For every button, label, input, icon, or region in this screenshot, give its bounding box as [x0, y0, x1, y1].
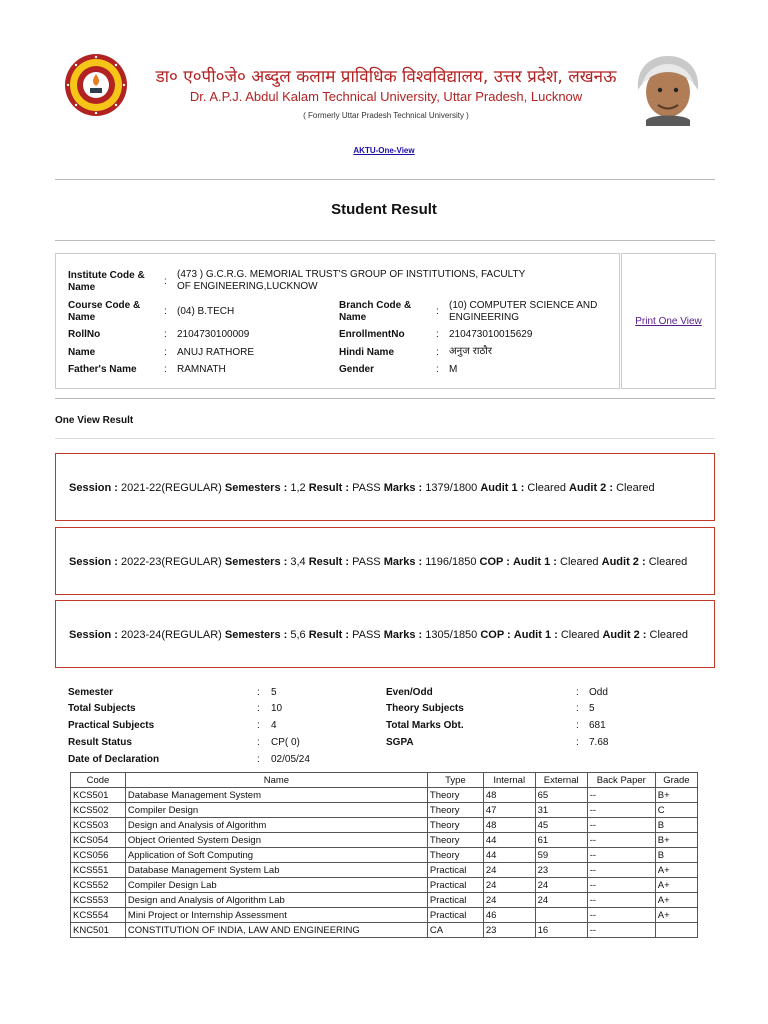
audit1-label: Audit 1 : — [480, 482, 525, 494]
cell-back-paper: -- — [587, 893, 655, 908]
cell-external: 45 — [535, 818, 587, 833]
colon: : — [164, 329, 167, 340]
cell-name: Application of Soft Computing — [125, 848, 427, 863]
audit1-value: Cleared — [560, 556, 599, 568]
audit2-value: Cleared — [616, 482, 655, 494]
session-label: Session : — [69, 629, 118, 641]
marks-value: 1196/1850 — [425, 556, 477, 568]
cell-name: CONSTITUTION OF INDIA, LAW AND ENGINEERING — [125, 923, 427, 938]
cell-type: Theory — [427, 818, 483, 833]
cell-internal: 24 — [483, 878, 535, 893]
semesters-label: Semesters : — [224, 482, 288, 494]
marks-label: Marks : — [383, 482, 423, 494]
gender-value: M — [449, 364, 458, 375]
marks-label: Marks : — [383, 629, 423, 641]
cell-name: Object Oriented System Design — [125, 833, 427, 848]
result-value: PASS — [352, 556, 381, 568]
column-header-type: Type — [427, 773, 483, 788]
session-card[interactable] — [55, 600, 715, 668]
colon: : — [576, 687, 579, 698]
one-view-result-heading: One View Result — [55, 415, 134, 426]
colon: : — [576, 720, 579, 731]
result-status-value: CP( 0) — [271, 737, 300, 748]
table-row — [71, 848, 698, 863]
formerly-note: ( Formerly Uttar Pradesh Technical University ) — [303, 111, 469, 120]
cell-external: 65 — [535, 788, 587, 803]
cell-type: Practical — [427, 863, 483, 878]
table-row — [71, 863, 698, 878]
table-row — [71, 788, 698, 803]
cell-grade: C — [655, 803, 697, 818]
result-label: Result : — [308, 629, 350, 641]
colon: : — [257, 720, 260, 731]
session-value: 2022-23(REGULAR) — [120, 556, 222, 568]
father-name-label: Father's Name — [68, 364, 137, 375]
page-title: Student Result — [331, 201, 437, 218]
result-label: Result : — [308, 482, 350, 494]
divider — [55, 240, 715, 241]
declaration-date-label: Date of Declaration — [68, 754, 160, 765]
cell-type: Theory — [427, 848, 483, 863]
cell-grade: B — [655, 848, 697, 863]
evenodd-value: Odd — [589, 687, 608, 698]
session-value: 2023-24(REGULAR) — [120, 629, 222, 641]
cell-external: 23 — [535, 863, 587, 878]
audit2-label: Audit 2 : — [602, 629, 647, 641]
cell-code: KCS054 — [71, 833, 126, 848]
session-label: Session : — [69, 482, 118, 494]
cell-back-paper: -- — [587, 863, 655, 878]
cell-back-paper: -- — [587, 788, 655, 803]
column-header-external: External — [535, 773, 587, 788]
colon: : — [164, 364, 167, 375]
total-subjects-label: Total Subjects — [68, 703, 136, 714]
print-one-view-link[interactable]: Print One View — [635, 316, 702, 327]
colon: : — [257, 754, 260, 765]
cell-internal: 24 — [483, 863, 535, 878]
semesters-label: Semesters : — [224, 629, 288, 641]
semesters-value: 1,2 — [290, 482, 306, 494]
table-row — [71, 923, 698, 938]
result-status-label: Result Status — [68, 737, 132, 748]
session-card[interactable] — [55, 453, 715, 521]
university-header — [0, 0, 768, 140]
cell-name: Mini Project or Internship Assessment — [125, 908, 427, 923]
sgpa-label: SGPA — [386, 737, 414, 748]
cell-back-paper: -- — [587, 848, 655, 863]
cell-back-paper: -- — [587, 803, 655, 818]
session-card[interactable] — [55, 527, 715, 595]
university-title-hindi: डा० ए०पी०जे० अब्दुल कलाम प्राविधिक विश्वविद्यालय, उत्तर प्रदेश, लखनऊ — [155, 67, 617, 87]
institute-value: (473 ) G.C.R.G. MEMORIAL TRUST'S GROUP OF INSTITUTIONS, FACULTY OF ENGINEERING,LUCKNOW — [177, 269, 526, 292]
gender-label: Gender — [339, 364, 375, 375]
total-marks-value: 681 — [589, 720, 606, 731]
course-value: (04) B.TECH — [177, 306, 235, 317]
marks-value: 1305/1850 — [425, 629, 478, 641]
cell-internal: 23 — [483, 923, 535, 938]
cell-internal: 47 — [483, 803, 535, 818]
audit2-label: Audit 2 : — [569, 482, 614, 494]
cell-code: KNC501 — [71, 923, 126, 938]
cell-code: KCS554 — [71, 908, 126, 923]
session-summary — [69, 482, 655, 494]
cell-internal: 44 — [483, 833, 535, 848]
cell-name: Design and Analysis of Algorithm — [125, 818, 427, 833]
colon: : — [576, 737, 579, 748]
colon: : — [257, 703, 260, 714]
kalam-portrait-image — [628, 50, 708, 126]
name-label: Name — [68, 347, 96, 358]
session-value: 2021-22(REGULAR) — [120, 482, 222, 494]
divider — [55, 398, 715, 399]
colon: : — [164, 306, 167, 317]
cell-internal: 48 — [483, 788, 535, 803]
cell-back-paper: -- — [587, 833, 655, 848]
practical-subjects-label: Practical Subjects — [68, 720, 155, 731]
cell-back-paper: -- — [587, 923, 655, 938]
colon: : — [436, 347, 439, 358]
marks-value: 1379/1800 — [425, 482, 478, 494]
name-value: ANUJ RATHORE — [177, 347, 255, 358]
colon: : — [576, 703, 579, 714]
cell-code: KCS552 — [71, 878, 126, 893]
print-panel — [621, 253, 716, 389]
cell-type: Practical — [427, 878, 483, 893]
cop-label: COP : — [480, 629, 511, 641]
student-info-panel — [55, 253, 620, 389]
cell-external: 61 — [535, 833, 587, 848]
rollno-value: 2104730100009 — [177, 329, 250, 340]
institute-label: Institute Code & Name — [68, 270, 145, 293]
cell-grade: B — [655, 818, 697, 833]
cell-grade: A+ — [655, 908, 697, 923]
cell-type: Theory — [427, 803, 483, 818]
cell-code: KCS501 — [71, 788, 126, 803]
cell-name: Compiler Design Lab — [125, 878, 427, 893]
divider — [55, 179, 715, 180]
result-value: PASS — [352, 482, 381, 494]
sgpa-value: 7.68 — [589, 737, 609, 748]
audit1-label: Audit 1 : — [513, 629, 558, 641]
cell-external: 24 — [535, 893, 587, 908]
cell-internal: 44 — [483, 848, 535, 863]
university-logo — [63, 52, 129, 118]
cell-type: Theory — [427, 833, 483, 848]
semesters-value: 5,6 — [290, 629, 306, 641]
cell-code: KCS502 — [71, 803, 126, 818]
table-row — [71, 818, 698, 833]
divider — [55, 438, 715, 439]
audit2-label: Audit 2 : — [601, 556, 646, 568]
audit2-value: Cleared — [648, 556, 688, 568]
cop-label: COP : — [479, 556, 510, 568]
column-header-internal: Internal — [483, 773, 535, 788]
colon: : — [436, 329, 439, 340]
table-header-row — [71, 773, 698, 788]
total-subjects-value: 10 — [271, 703, 283, 714]
cell-name: Compiler Design — [125, 803, 427, 818]
enrollment-value: 210473010015629 — [449, 329, 533, 340]
semesters-value: 3,4 — [290, 556, 306, 568]
father-name-value: RAMNATH — [177, 364, 226, 375]
cell-name: Database Management System — [125, 788, 427, 803]
theory-subjects-label: Theory Subjects — [386, 703, 464, 714]
branch-value: (10) COMPUTER SCIENCE AND ENGINEERING — [449, 300, 598, 323]
cell-internal: 24 — [483, 893, 535, 908]
aktu-one-view-link[interactable]: AKTU-One-View — [353, 146, 415, 155]
declaration-date-value: 02/05/24 — [271, 754, 310, 765]
cell-internal: 48 — [483, 818, 535, 833]
cell-back-paper: -- — [587, 908, 655, 923]
audit1-value: Cleared — [527, 482, 566, 494]
column-header-code: Code — [71, 773, 126, 788]
audit2-value: Cleared — [649, 629, 689, 641]
cell-grade: A+ — [655, 863, 697, 878]
hindi-name-value: अनुज राठौर — [449, 346, 492, 357]
colon: : — [436, 364, 439, 375]
cell-grade: B+ — [655, 788, 697, 803]
audit1-value: Cleared — [560, 629, 600, 641]
branch-label: Branch Code & Name — [339, 300, 412, 323]
grades-table — [70, 772, 698, 938]
colon: : — [257, 687, 260, 698]
semesters-label: Semesters : — [224, 556, 288, 568]
total-marks-label: Total Marks Obt. — [386, 720, 464, 731]
university-title-english: Dr. A.P.J. Abdul Kalam Technical University, Uttar Pradesh, Lucknow — [189, 89, 583, 104]
semester-label: Semester — [68, 687, 114, 698]
course-label: Course Code & Name — [68, 300, 141, 323]
colon: : — [164, 276, 167, 287]
cell-type: Practical — [427, 908, 483, 923]
table-row — [71, 893, 698, 908]
semester-value: 5 — [271, 687, 277, 698]
cell-external — [535, 908, 587, 923]
table-row — [71, 908, 698, 923]
cell-code: KCS056 — [71, 848, 126, 863]
cell-code: KCS553 — [71, 893, 126, 908]
colon: : — [164, 347, 167, 358]
table-row — [71, 803, 698, 818]
cell-name: Database Management System Lab — [125, 863, 427, 878]
cell-internal: 46 — [483, 908, 535, 923]
session-summary — [69, 556, 687, 568]
theory-subjects-value: 5 — [589, 703, 595, 714]
cell-code: KCS503 — [71, 818, 126, 833]
rollno-label: RollNo — [68, 329, 101, 340]
evenodd-label: Even/Odd — [386, 687, 433, 698]
enrollment-label: EnrollmentNo — [339, 329, 405, 340]
session-summary — [69, 629, 688, 641]
colon: : — [257, 737, 260, 748]
result-value: PASS — [352, 629, 381, 641]
cell-back-paper: -- — [587, 818, 655, 833]
table-row — [71, 878, 698, 893]
audit1-label: Audit 1 : — [512, 556, 557, 568]
column-header-grade: Grade — [655, 773, 697, 788]
cell-external: 16 — [535, 923, 587, 938]
cell-back-paper: -- — [587, 878, 655, 893]
cell-external: 31 — [535, 803, 587, 818]
practical-subjects-value: 4 — [271, 720, 277, 731]
cell-type: CA — [427, 923, 483, 938]
column-header-back-paper: Back Paper — [587, 773, 655, 788]
cell-grade: A+ — [655, 893, 697, 908]
cell-name: Design and Analysis of Algorithm Lab — [125, 893, 427, 908]
cell-type: Theory — [427, 788, 483, 803]
colon: : — [436, 306, 439, 317]
hindi-name-label: Hindi Name — [339, 347, 395, 358]
cell-type: Practical — [427, 893, 483, 908]
cell-external: 24 — [535, 878, 587, 893]
result-label: Result : — [308, 556, 350, 568]
cell-code: KCS551 — [71, 863, 126, 878]
table-row — [71, 833, 698, 848]
cell-grade — [655, 923, 697, 938]
cell-grade: B+ — [655, 833, 697, 848]
cell-grade: A+ — [655, 878, 697, 893]
column-header-name: Name — [125, 773, 427, 788]
marks-label: Marks : — [383, 556, 423, 568]
session-label: Session : — [69, 556, 118, 568]
cell-external: 59 — [535, 848, 587, 863]
